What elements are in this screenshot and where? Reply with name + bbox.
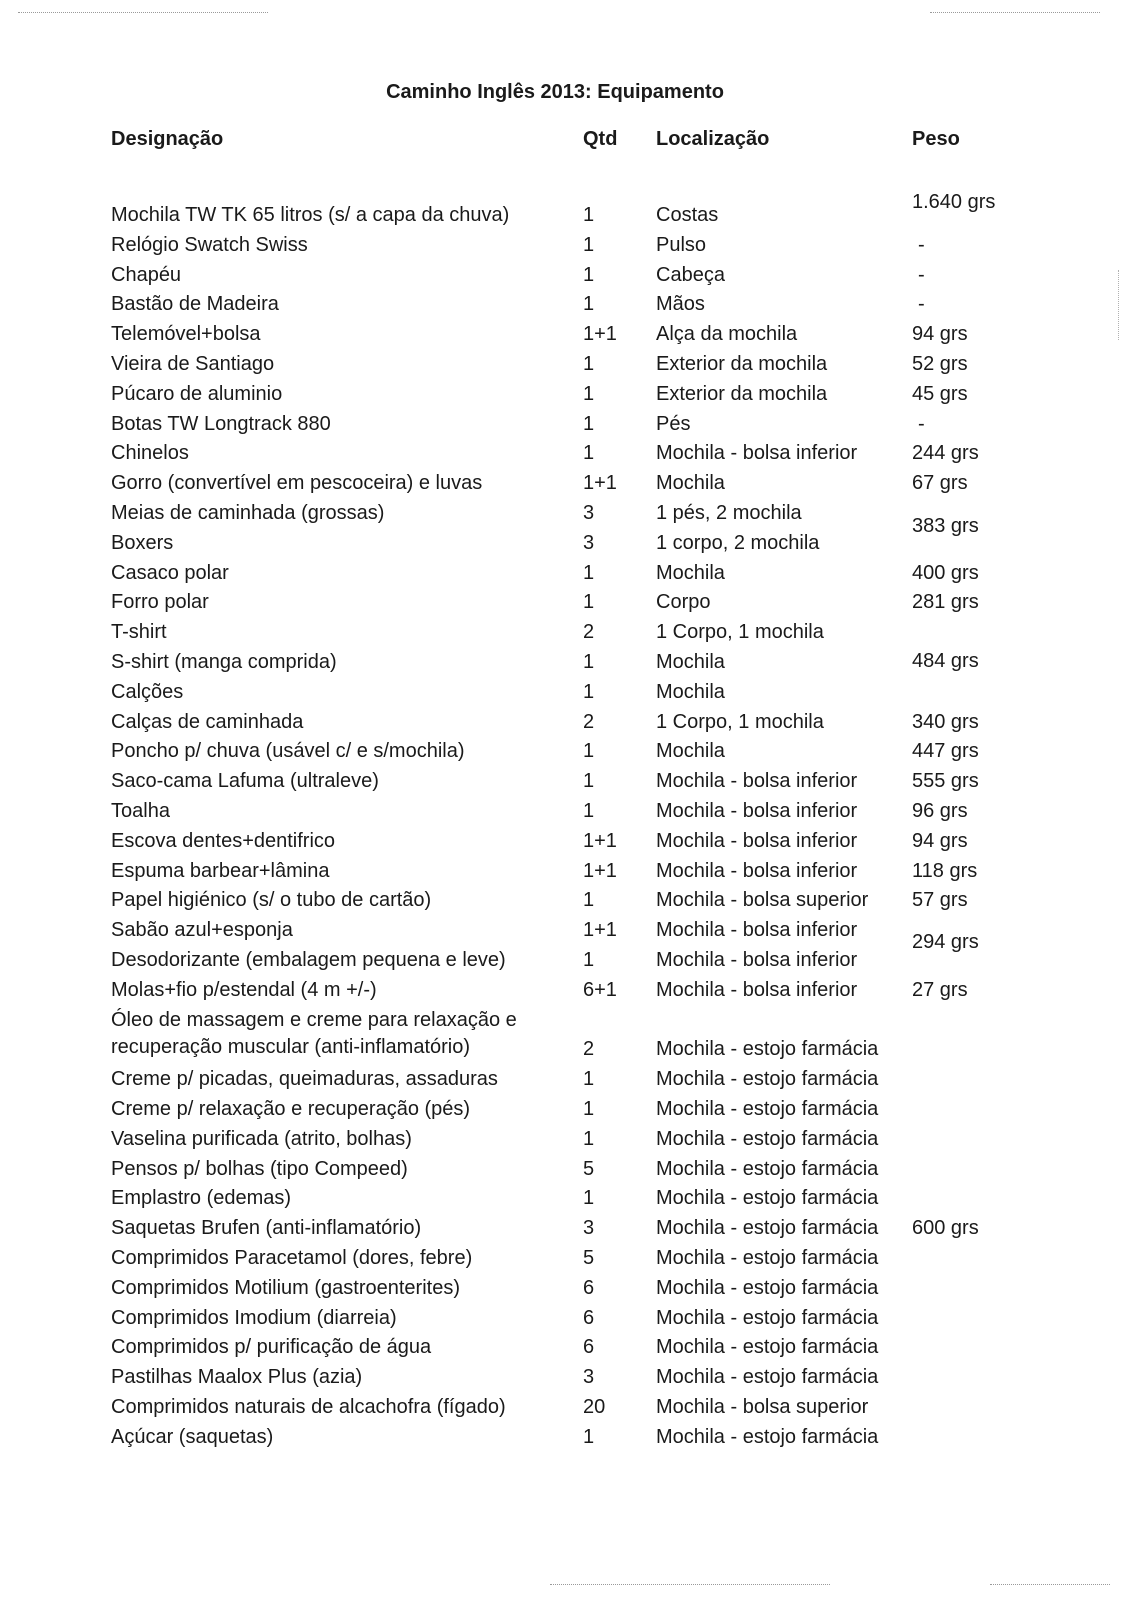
- cell-peso: 447 grs: [912, 740, 979, 763]
- cell-designacao: Açúcar (saquetas): [111, 1425, 274, 1448]
- table-row: [0, 352, 1130, 382]
- cell-qtd: 5: [583, 1157, 595, 1180]
- cell-qtd: 1+1: [583, 829, 617, 852]
- table-row: [0, 1067, 1130, 1097]
- cell-localizacao: Mochila - bolsa inferior: [656, 829, 858, 852]
- cell-localizacao: Mochila - estojo farmácia: [656, 1366, 879, 1389]
- cell-qtd: 5: [583, 1247, 595, 1269]
- cell-designacao: Chapéu: [111, 263, 182, 286]
- table-row: [0, 888, 1130, 918]
- cell-designacao: Comprimidos Motilium (gastroenterites): [111, 1276, 460, 1299]
- cell-designacao: Saco-cama Lafuma (ultraleve): [111, 770, 379, 793]
- cell-qtd: 3: [583, 531, 595, 554]
- cell-localizacao: Corpo: [656, 591, 711, 614]
- table-row: [0, 769, 1130, 799]
- cell-localizacao: Exterior da mochila: [656, 382, 828, 405]
- cell-localizacao: Mochila - estojo farmácia: [656, 1127, 879, 1150]
- table-row: [0, 412, 1130, 442]
- cell-qtd: 1: [583, 353, 595, 375]
- cell-peso: 118 grs: [912, 859, 978, 882]
- cell-qtd: 1: [583, 412, 595, 435]
- table-row: [0, 1335, 1130, 1365]
- table-row: [0, 1395, 1130, 1425]
- table-row: [0, 1157, 1130, 1187]
- cell-designacao: Pensos p/ bolhas (tipo Compeed): [111, 1157, 408, 1180]
- table-row: [0, 1276, 1130, 1306]
- cell-localizacao: Pés: [656, 412, 691, 435]
- table-row: [0, 292, 1130, 322]
- cell-qtd: 6+1: [583, 978, 617, 1001]
- cell-peso: -: [918, 293, 925, 316]
- cell-localizacao: Mochila: [656, 472, 725, 495]
- cell-designacao: Saquetas Brufen (anti-inflamatório): [111, 1217, 422, 1240]
- cell-qtd: 1: [583, 204, 595, 226]
- cell-qtd: 6: [583, 1276, 595, 1299]
- cell-peso: 57 grs: [912, 889, 968, 912]
- cell-localizacao: Mochila - estojo farmácia: [656, 1098, 879, 1120]
- cell-peso: 96 grs: [912, 800, 968, 822]
- cell-localizacao: Mochila - bolsa superior: [656, 889, 869, 912]
- cell-designacao: Vieira de Santiago: [111, 353, 275, 375]
- cell-peso: 45 grs: [912, 382, 968, 405]
- cell-designacao: Papel higiénico (s/ o tubo de cartão): [111, 889, 432, 912]
- cell-localizacao: Mochila - estojo farmácia: [656, 1425, 879, 1448]
- cell-localizacao: Mochila - estojo farmácia: [656, 1217, 879, 1240]
- cell-qtd: 1: [583, 889, 595, 912]
- cell-peso: 400 grs: [912, 561, 979, 584]
- table-row: [0, 471, 1130, 501]
- table-row: [0, 978, 1130, 1008]
- cell-designacao: Púcaro de aluminio: [111, 382, 283, 405]
- cell-designacao: Toalha: [111, 800, 170, 822]
- scan-noise-bottom-mid: [550, 1584, 830, 1586]
- cell-qtd: 1: [583, 1127, 595, 1150]
- cell-peso: 281 grs: [912, 591, 979, 614]
- table-row: [0, 561, 1130, 591]
- cell-qtd: 1: [583, 233, 595, 256]
- cell-localizacao: Mochila: [656, 561, 725, 584]
- cell-qtd: 1: [583, 740, 595, 763]
- cell-peso: -: [918, 233, 925, 256]
- cell-designacao: Sabão azul+esponja: [111, 919, 293, 942]
- cell-designacao: Comprimidos Paracetamol (dores, febre): [111, 1247, 473, 1269]
- cell-designacao: Espuma barbear+lâmina: [111, 859, 330, 882]
- weight-meias-boxers: 383 grs: [912, 515, 979, 537]
- cell-localizacao: Mochila: [656, 651, 725, 673]
- header-qtd: Qtd: [583, 128, 618, 150]
- cell-localizacao: Mochila - estojo farmácia: [656, 1187, 879, 1210]
- cell-qtd: 1: [583, 442, 595, 465]
- cell-localizacao: Mochila - estojo farmácia: [656, 1157, 879, 1180]
- cell-designacao: Poncho p/ chuva (usável c/ e s/mochila): [111, 740, 465, 763]
- cell-localizacao: Mochila: [656, 680, 725, 703]
- scan-noise-top-left: [18, 12, 268, 14]
- cell-qtd: 1+1: [583, 859, 617, 882]
- cell-designacao: Forro polar: [111, 591, 209, 614]
- cell-designacao: Vaselina purificada (atrito, bolhas): [111, 1127, 412, 1150]
- cell-localizacao: Mochila - estojo farmácia: [656, 1247, 879, 1269]
- cell-designacao: Gorro (convertível em pescoceira) e luvas: [111, 472, 483, 495]
- scan-noise-top-right: [930, 12, 1100, 14]
- weight-shirts: 484 grs: [912, 650, 979, 672]
- weight-sabao-desodorizante: 294 grs: [912, 931, 979, 953]
- cell-peso: -: [918, 412, 925, 435]
- cell-designacao: Relógio Swatch Swiss: [111, 233, 308, 256]
- cell-qtd: 1: [583, 770, 595, 793]
- table-row: [0, 799, 1130, 829]
- table-row: [0, 1097, 1130, 1127]
- cell-localizacao: 1 corpo, 2 mochila: [656, 531, 820, 554]
- cell-localizacao: Mochila - bolsa superior: [656, 1396, 869, 1418]
- cell-designacao: Pastilhas Maalox Plus (azia): [111, 1366, 363, 1389]
- cell-designacao-line: recuperação muscular (anti-inflamatório): [111, 1035, 471, 1058]
- table-row: [0, 620, 1130, 650]
- cell-localizacao: Mãos: [656, 293, 705, 316]
- cell-designacao: Comprimidos p/ purificação de água: [111, 1336, 432, 1359]
- cell-localizacao: Mochila - bolsa inferior: [656, 800, 858, 822]
- table-row: [0, 441, 1130, 471]
- cell-qtd: 1: [583, 680, 595, 703]
- table-row: [0, 710, 1130, 740]
- cell-designacao: Comprimidos naturais de alcachofra (fígado): [111, 1396, 506, 1418]
- cell-qtd: 3: [583, 1217, 595, 1240]
- cell-designacao: Calções: [111, 680, 184, 703]
- cell-designacao: Telemóvel+bolsa: [111, 323, 261, 346]
- cell-designacao: Creme p/ relaxação e recuperação (pés): [111, 1098, 471, 1120]
- cell-peso: 94 grs: [912, 829, 968, 852]
- cell-peso: 555 grs: [912, 770, 979, 793]
- table-row: [0, 322, 1130, 352]
- cell-designacao: Mochila TW TK 65 litros (s/ a capa da chuva): [111, 204, 510, 226]
- cell-localizacao: Mochila: [656, 740, 725, 763]
- cell-designacao: Botas TW Longtrack 880: [111, 412, 331, 435]
- cell-qtd: 1+1: [583, 323, 617, 346]
- cell-designacao: Calças de caminhada: [111, 710, 304, 733]
- cell-peso: 67 grs: [912, 472, 968, 495]
- cell-designacao: [111, 1007, 517, 1061]
- cell-qtd: 1: [583, 651, 595, 673]
- table-row: [0, 1365, 1130, 1395]
- header-peso: Peso: [912, 128, 960, 150]
- cell-qtd: 1: [583, 561, 595, 584]
- table-row: [0, 1216, 1130, 1246]
- cell-qtd: 1: [583, 263, 595, 286]
- cell-peso: 52 grs: [912, 353, 968, 375]
- cell-peso: 27 grs: [912, 978, 968, 1001]
- cell-peso: 600 grs: [912, 1217, 979, 1240]
- cell-qtd: 3: [583, 1366, 595, 1389]
- cell-localizacao: Exterior da mochila: [656, 353, 828, 375]
- header-designacao: Designação: [111, 128, 224, 150]
- table-row: [0, 680, 1130, 710]
- cell-localizacao: Mochila - estojo farmácia: [656, 1038, 879, 1061]
- cell-qtd: 1: [583, 1187, 595, 1210]
- table-row: [0, 739, 1130, 769]
- cell-localizacao: Mochila - bolsa inferior: [656, 442, 858, 465]
- cell-localizacao: Alça da mochila: [656, 323, 798, 346]
- cell-localizacao: Mochila - bolsa inferior: [656, 978, 858, 1001]
- table-row: [0, 233, 1130, 263]
- table-row: [0, 1306, 1130, 1336]
- table-row: [0, 590, 1130, 620]
- cell-qtd: 1: [583, 293, 595, 316]
- cell-designacao: Meias de caminhada (grossas): [111, 502, 385, 524]
- cell-designacao: Casaco polar: [111, 561, 229, 584]
- cell-localizacao: 1 pés, 2 mochila: [656, 502, 802, 524]
- cell-localizacao: Mochila - estojo farmácia: [656, 1306, 879, 1329]
- cell-localizacao: Mochila - bolsa inferior: [656, 859, 858, 882]
- cell-localizacao: Mochila - estojo farmácia: [656, 1068, 879, 1091]
- cell-designacao: S-shirt (manga comprida): [111, 651, 337, 673]
- cell-qtd: 6: [583, 1306, 595, 1329]
- cell-qtd: 1: [583, 1068, 595, 1091]
- cell-localizacao: Mochila - bolsa inferior: [656, 919, 858, 942]
- table-row: [0, 1425, 1130, 1455]
- cell-localizacao: Costas: [656, 204, 719, 226]
- cell-localizacao: Cabeça: [656, 263, 725, 286]
- cell-localizacao: Mochila - bolsa inferior: [656, 770, 858, 793]
- header-localizacao: Localização: [656, 128, 770, 150]
- cell-localizacao: Mochila - estojo farmácia: [656, 1276, 879, 1299]
- cell-designacao: Desodorizante (embalagem pequena e leve): [111, 949, 506, 971]
- document-title: Caminho Inglês 2013: Equipamento: [386, 81, 724, 103]
- cell-designacao: Escova dentes+dentifrico: [111, 829, 336, 852]
- cell-localizacao: Mochila - bolsa inferior: [656, 949, 858, 971]
- cell-peso: 94 grs: [912, 323, 968, 346]
- cell-qtd: 1+1: [583, 919, 617, 942]
- cell-qtd: 1: [583, 591, 595, 614]
- cell-localizacao: 1 Corpo, 1 mochila: [656, 621, 824, 644]
- table-row: [0, 859, 1130, 889]
- cell-peso: -: [918, 263, 925, 286]
- cell-designacao-line: Óleo de massagem e creme para relaxação e: [111, 1008, 517, 1031]
- cell-qtd: 1+1: [583, 472, 617, 495]
- cell-qtd: 3: [583, 502, 595, 524]
- cell-designacao: Creme p/ picadas, queimaduras, assaduras: [111, 1068, 498, 1091]
- table-row: [0, 1127, 1130, 1157]
- cell-designacao: Bastão de Madeira: [111, 293, 279, 316]
- weight-mochila: 1.640 grs: [912, 191, 996, 213]
- cell-designacao: T-shirt: [111, 621, 167, 644]
- cell-qtd: 1: [583, 949, 595, 971]
- cell-peso: 244 grs: [912, 442, 979, 465]
- table-row: [0, 263, 1130, 293]
- table-row: [0, 1246, 1130, 1276]
- table-row: [0, 829, 1130, 859]
- cell-designacao: Chinelos: [111, 442, 189, 465]
- cell-designacao: Comprimidos Imodium (diarreia): [111, 1306, 397, 1329]
- cell-qtd: 2: [583, 1038, 595, 1061]
- table-row: [0, 1008, 1130, 1067]
- cell-localizacao: Pulso: [656, 233, 707, 256]
- cell-designacao: Boxers: [111, 531, 174, 554]
- cell-designacao: Molas+fio p/estendal (4 m +/-): [111, 978, 377, 1001]
- cell-qtd: 2: [583, 621, 595, 644]
- cell-peso: 340 grs: [912, 710, 979, 733]
- cell-qtd: 1: [583, 1098, 595, 1120]
- table-row: [0, 1186, 1130, 1216]
- cell-qtd: 1: [583, 1425, 595, 1448]
- cell-localizacao: Mochila - estojo farmácia: [656, 1336, 879, 1359]
- cell-qtd: 2: [583, 710, 595, 733]
- scan-noise-bottom-right: [990, 1584, 1110, 1586]
- cell-qtd: 1: [583, 800, 595, 822]
- cell-qtd: 6: [583, 1336, 595, 1359]
- table-row: [0, 382, 1130, 412]
- cell-qtd: 1: [583, 382, 595, 405]
- cell-localizacao: 1 Corpo, 1 mochila: [656, 710, 824, 733]
- cell-qtd: 20: [583, 1396, 606, 1418]
- cell-designacao: Emplastro (edemas): [111, 1187, 292, 1210]
